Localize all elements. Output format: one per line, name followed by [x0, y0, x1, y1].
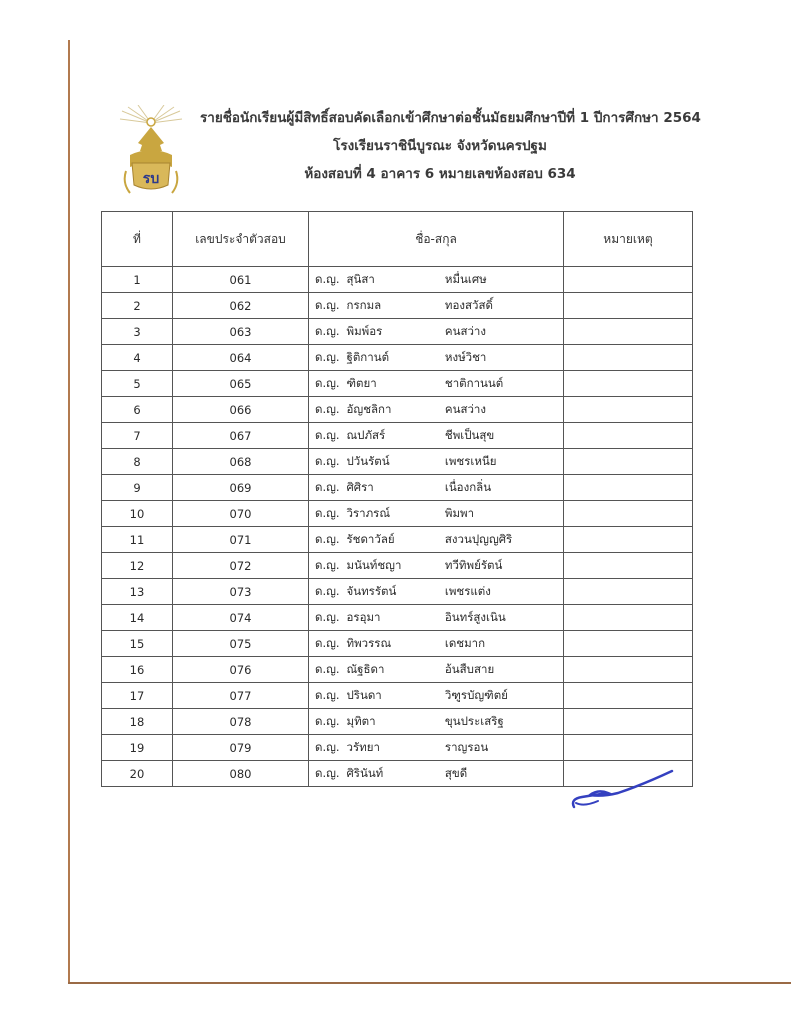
first-name: ทิพวรรณ [346, 635, 392, 650]
name-prefix: ด.ญ. [315, 479, 340, 494]
row-number: 5 [102, 371, 173, 397]
remarks-cell [564, 371, 693, 397]
emblem-monogram: รบ [142, 171, 160, 187]
row-number: 16 [102, 657, 173, 683]
table-row [102, 579, 693, 605]
row-number: 15 [102, 631, 173, 657]
student-name-cell [309, 371, 564, 397]
first-name: สุนิสา [346, 271, 375, 286]
last-name: ขุนประเสริฐ [444, 713, 504, 728]
name-prefix: ด.ญ. [315, 687, 340, 702]
table-row [102, 631, 693, 657]
exam-id: 069 [173, 475, 309, 501]
first-name: ฐิติกานต์ [346, 349, 390, 364]
first-name: กรกมล [346, 297, 382, 312]
row-number: 4 [102, 345, 173, 371]
remarks-cell [564, 345, 693, 371]
table-body [102, 267, 693, 787]
name-prefix: ด.ญ. [315, 323, 340, 338]
student-name-cell [309, 423, 564, 449]
name-prefix: ด.ญ. [315, 349, 340, 364]
row-number: 1 [102, 267, 173, 293]
first-name: อรอุมา [346, 609, 381, 624]
last-name: ทองสวัสดิ์ [444, 297, 493, 312]
table-row [102, 345, 693, 371]
remarks-cell [564, 501, 693, 527]
name-prefix: ด.ญ. [315, 401, 340, 416]
exam-id: 062 [173, 293, 309, 319]
exam-id: 061 [173, 267, 309, 293]
column-header-number: ที่ [102, 212, 173, 267]
first-name: ฑิตยา [346, 375, 377, 390]
last-name: ราญรอน [444, 739, 489, 754]
remarks-cell [564, 293, 693, 319]
row-number: 14 [102, 605, 173, 631]
table-row [102, 475, 693, 501]
last-name: หมื่นเศษ [444, 271, 487, 286]
exam-id: 074 [173, 605, 309, 631]
last-name: หงษ์วิชา [444, 349, 487, 364]
student-name-cell [309, 631, 564, 657]
student-name-cell [309, 501, 564, 527]
student-name-cell [309, 605, 564, 631]
remarks-cell [564, 605, 693, 631]
remarks-cell [564, 579, 693, 605]
last-name: ชีพเป็นสุข [444, 427, 495, 442]
first-name: วิราภรณ์ [346, 505, 391, 520]
row-number: 10 [102, 501, 173, 527]
name-prefix: ด.ญ. [315, 453, 340, 468]
name-prefix: ด.ญ. [315, 765, 340, 780]
first-name: มนันท์ชญา [346, 557, 402, 572]
exam-id: 070 [173, 501, 309, 527]
exam-id: 065 [173, 371, 309, 397]
first-name: มุทิตา [346, 713, 376, 728]
first-name: ปวันรัตน์ [346, 453, 390, 468]
remarks-cell [564, 553, 693, 579]
table-row [102, 397, 693, 423]
row-number: 12 [102, 553, 173, 579]
last-name: เพชรเหนีย [444, 453, 497, 468]
remarks-cell [564, 423, 693, 449]
first-name: วรัทยา [346, 739, 380, 754]
row-number: 11 [102, 527, 173, 553]
student-name-cell [309, 293, 564, 319]
last-name: ชาติกานนต์ [444, 375, 504, 390]
exam-id: 072 [173, 553, 309, 579]
first-name: อัญชลิกา [346, 401, 392, 416]
row-number: 9 [102, 475, 173, 501]
first-name: ณปภัสร์ [346, 427, 386, 442]
student-roster-table [101, 211, 693, 787]
exam-id: 075 [173, 631, 309, 657]
table-row [102, 449, 693, 475]
exam-id: 067 [173, 423, 309, 449]
row-number: 7 [102, 423, 173, 449]
name-prefix: ด.ญ. [315, 375, 340, 390]
first-name: พิมพ์อร [346, 323, 383, 338]
remarks-cell [564, 397, 693, 423]
last-name: เพชรแต่ง [444, 583, 491, 598]
row-number: 20 [102, 761, 173, 787]
last-name: สงวนปุญญศิริ [444, 531, 513, 546]
last-name: คนสว่าง [444, 401, 486, 416]
student-name-cell [309, 527, 564, 553]
last-name: สุขดี [444, 765, 468, 780]
student-name-cell [309, 553, 564, 579]
table-row [102, 683, 693, 709]
name-prefix: ด.ญ. [315, 531, 340, 546]
paper-left-edge [68, 40, 70, 984]
name-prefix: ด.ญ. [315, 635, 340, 650]
first-name: ปรินดา [346, 687, 382, 702]
first-name: ศิศิรา [346, 479, 374, 494]
last-name: เนื่องกลิ่น [444, 479, 492, 494]
last-name: อ้นสืบสาย [444, 661, 495, 676]
row-number: 13 [102, 579, 173, 605]
last-name: ทวีทิพย์รัตน์ [444, 557, 503, 572]
remarks-cell [564, 657, 693, 683]
name-prefix: ด.ญ. [315, 427, 340, 442]
remarks-cell [564, 449, 693, 475]
school-emblem-logo [118, 105, 184, 197]
student-name-cell [309, 449, 564, 475]
exam-id: 078 [173, 709, 309, 735]
first-name: จันทรรัตน์ [346, 583, 397, 598]
column-header-exam-id: เลขประจำตัวสอบ [173, 212, 309, 267]
name-prefix: ด.ญ. [315, 661, 340, 676]
table-row [102, 605, 693, 631]
exam-id: 077 [173, 683, 309, 709]
exam-id: 064 [173, 345, 309, 371]
name-prefix: ด.ญ. [315, 297, 340, 312]
student-name-cell [309, 683, 564, 709]
exam-id: 080 [173, 761, 309, 787]
row-number: 3 [102, 319, 173, 345]
student-name-cell [309, 267, 564, 293]
table-row [102, 527, 693, 553]
student-name-cell [309, 709, 564, 735]
row-number: 2 [102, 293, 173, 319]
last-name: คนสว่าง [444, 323, 486, 338]
name-prefix: ด.ญ. [315, 271, 340, 286]
table-header-row [102, 212, 693, 267]
student-name-cell [309, 345, 564, 371]
name-prefix: ด.ญ. [315, 583, 340, 598]
row-number: 19 [102, 735, 173, 761]
exam-id: 068 [173, 449, 309, 475]
remarks-cell [564, 735, 693, 761]
table-row [102, 501, 693, 527]
student-name-cell [309, 735, 564, 761]
first-name: ณัฐธิดา [346, 661, 385, 676]
exam-room-info: ห้องสอบที่ 4 อาคาร 6 หมายเลขห้องสอบ 634 [304, 166, 576, 182]
name-prefix: ด.ญ. [315, 713, 340, 728]
school-name: โรงเรียนราชินีบูรณะ จังหวัดนครปฐม [333, 138, 547, 154]
last-name: วิฑูรบัญฑิตย์ [444, 687, 508, 702]
first-name: ศิรินันท์ [346, 765, 384, 780]
remarks-cell [564, 631, 693, 657]
last-name: พิมพา [444, 505, 475, 520]
table-row [102, 735, 693, 761]
student-name-cell [309, 657, 564, 683]
last-name: เดชมาก [444, 635, 486, 650]
row-number: 8 [102, 449, 173, 475]
student-name-cell [309, 319, 564, 345]
document-title: รายชื่อนักเรียนผู้มีสิทธิ์สอบคัดเลือกเข้าศึกษาต่อชั้นมัธยมศึกษาปีที่ 1 ปีการศึกษา 2564 [200, 110, 701, 126]
table-row [102, 319, 693, 345]
exam-id: 076 [173, 657, 309, 683]
remarks-cell [564, 709, 693, 735]
remarks-cell [564, 475, 693, 501]
remarks-cell [564, 319, 693, 345]
last-name: อินทร์สูงเนิน [444, 609, 506, 624]
row-number: 18 [102, 709, 173, 735]
exam-id: 071 [173, 527, 309, 553]
table-row [102, 371, 693, 397]
table-row [102, 709, 693, 735]
student-name-cell [309, 397, 564, 423]
table-row [102, 657, 693, 683]
name-prefix: ด.ญ. [315, 739, 340, 754]
student-name-cell [309, 579, 564, 605]
paper-bottom-edge [68, 982, 791, 984]
table-row [102, 293, 693, 319]
student-name-cell [309, 475, 564, 501]
row-number: 17 [102, 683, 173, 709]
exam-id: 073 [173, 579, 309, 605]
name-prefix: ด.ญ. [315, 557, 340, 572]
remarks-cell [564, 683, 693, 709]
name-prefix: ด.ญ. [315, 505, 340, 520]
signature-mark [568, 763, 676, 815]
remarks-cell [564, 527, 693, 553]
row-number: 6 [102, 397, 173, 423]
table-row [102, 423, 693, 449]
column-header-name: ชื่อ-สกุล [309, 212, 564, 267]
column-header-remarks: หมายเหตุ [564, 212, 693, 267]
exam-id: 063 [173, 319, 309, 345]
student-name-cell [309, 761, 564, 787]
name-prefix: ด.ญ. [315, 609, 340, 624]
exam-id: 079 [173, 735, 309, 761]
exam-id: 066 [173, 397, 309, 423]
document-header [200, 104, 701, 188]
first-name: รัชดาวัลย์ [346, 531, 395, 546]
remarks-cell [564, 267, 693, 293]
table-row [102, 553, 693, 579]
table-row [102, 267, 693, 293]
